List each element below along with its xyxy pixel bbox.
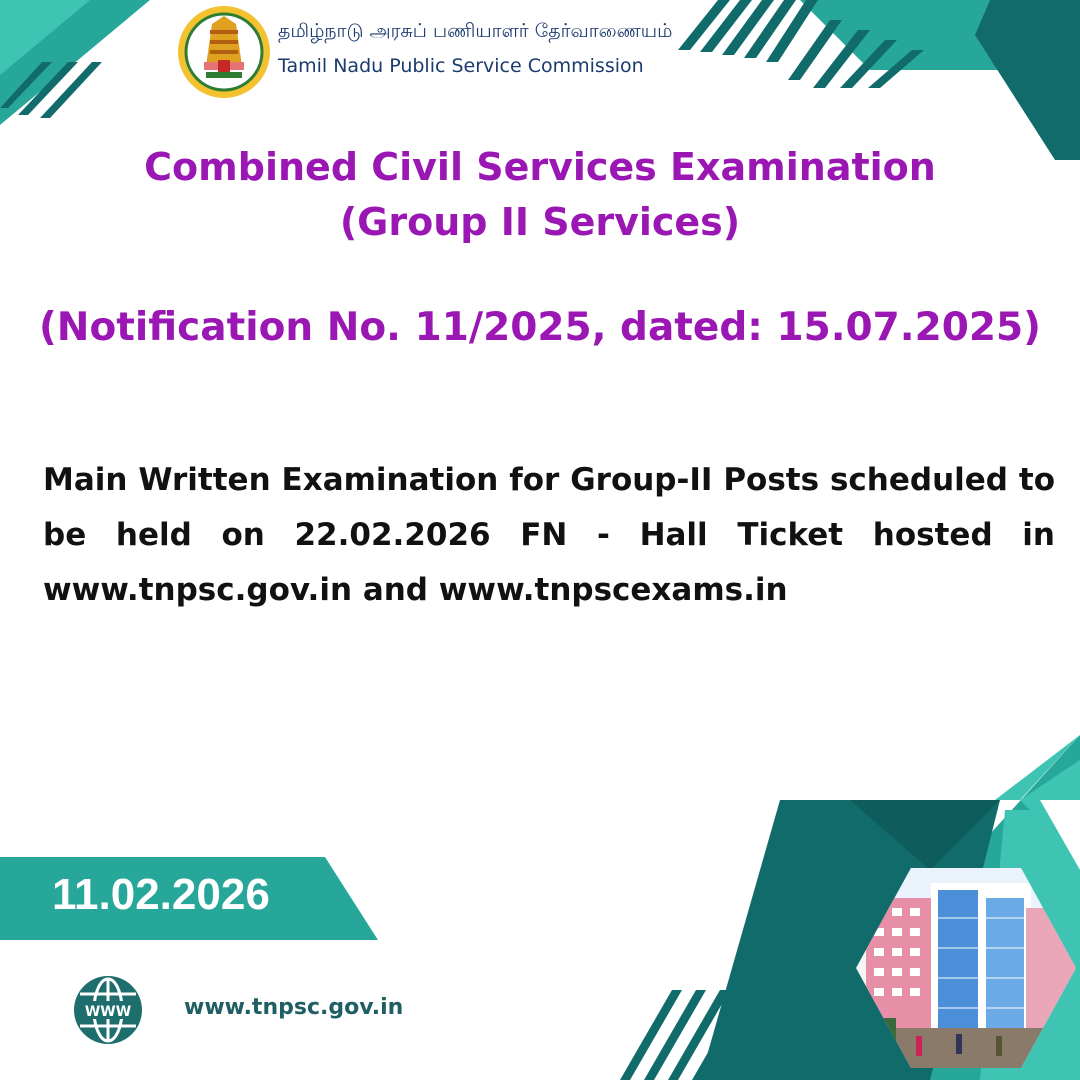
org-name-tamil: தமிழ்நாடு அரசுப் பணியாளர் தேர்வாணையம் bbox=[278, 20, 673, 42]
tamil-nadu-emblem-icon bbox=[176, 4, 272, 100]
exam-subtitle: (Group II Services) bbox=[339, 200, 741, 244]
globe-www-icon bbox=[72, 974, 144, 1046]
date-banner: 11.02.2026 bbox=[52, 870, 270, 919]
notification-number: (Notification No. 11/2025, dated: 15.07.2025) bbox=[38, 305, 1041, 350]
website-link[interactable]: www.tnpsc.gov.in bbox=[184, 995, 404, 1020]
tnpsc-building-image bbox=[856, 868, 1076, 1068]
announcement-text: Main Written Examination for Group-II Posts scheduled to be held on 22.02.2026 FN - Hall Ticket hosted in www.tnpsc.gov.in and www.tnpscexams.in bbox=[43, 462, 1055, 608]
globe-label: WWW bbox=[84, 1004, 132, 1020]
org-name-english: Tamil Nadu Public Service Commission bbox=[278, 55, 644, 77]
exam-title: Combined Civil Services Examination bbox=[144, 145, 936, 189]
